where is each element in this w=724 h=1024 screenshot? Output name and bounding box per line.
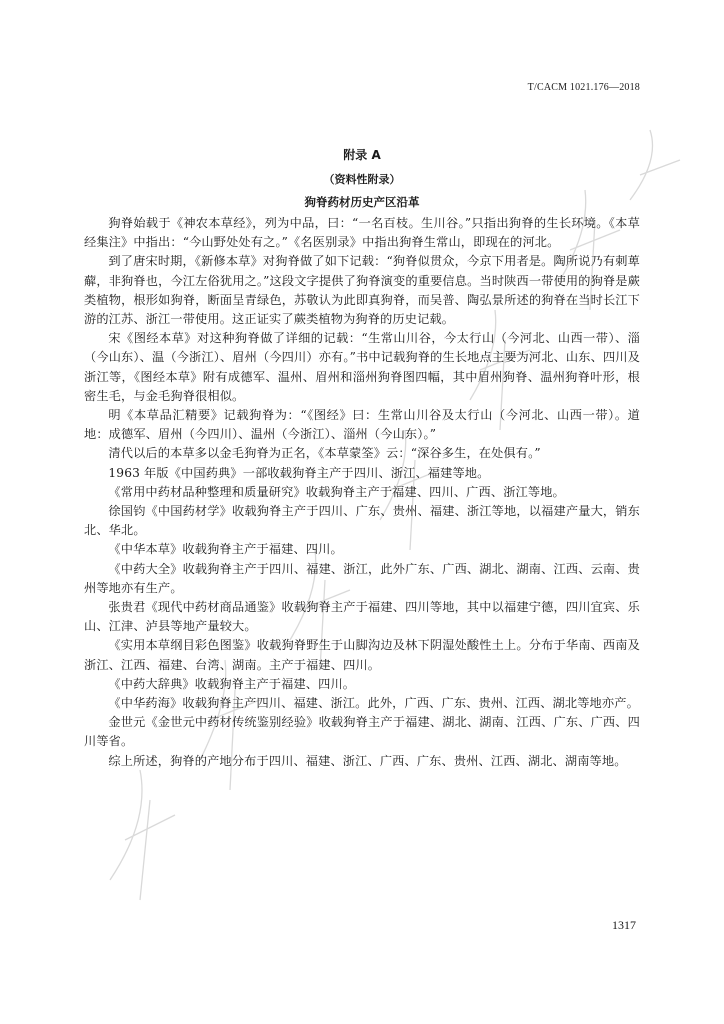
page-number: 1317 — [612, 918, 636, 932]
paragraph: 清代以后的本草多以金毛狗脊为正名，《本草蒙筌》云：“深谷多生，在处俱有。” — [108, 446, 541, 461]
paragraph: 1963 年版《中国药典》一部收载狗脊主产于四川、浙江、福建等地。 — [108, 465, 490, 480]
standard-code: T/CACM 1021.176—2018 — [527, 82, 640, 93]
appendix-subtitle: （资料性附录） — [323, 173, 401, 186]
paragraph: 到了唐宋时期，《新修本草》对狗脊做了如下记载：“狗脊似贯众，今京下用者是。陶所说乃有刺萆薢，非狗脊也，今江左俗犹用之。”这段文字提供了狗脊演变的重要信息。当时陕西一带使用的狗脊是蕨类植物，根形如狗脊，断面呈青绿色，苏敬认为此即真狗脊，而吴普、陶弘景所述的狗脊在当时长江下游的江苏、浙江一带使用。这正证实了蕨类植物为狗脊的历史记载。 — [84, 254, 640, 327]
paragraph: 《中药大全》收载狗脊主产于四川、福建、浙江，此外广东、广西、湖北、湖南、江西、云南、贵州等地亦有生产。 — [84, 561, 640, 595]
appendix-title: 附录 A — [343, 148, 381, 162]
paragraph: 综上所述，狗脊的产地分布于四川、福建、浙江、广西、广东、贵州、江西、湖北、湖南等地。 — [108, 753, 627, 768]
paragraph: 张贵君《现代中药材商品通鉴》收载狗脊主产于福建、四川等地，其中以福建宁德，四川宜宾、乐山、江津、泸县等地产量较大。 — [84, 600, 640, 634]
paragraph: 《中华本草》收载狗脊主产于福建、四川。 — [108, 542, 343, 557]
paragraph: 《中华药海》收载狗脊主产四川、福建、浙江。此外，广西、广东、贵州、江西、湖北等地亦产。 — [108, 696, 639, 711]
paragraph: 宋《图经本草》对这种狗脊做了详细的记载：“生常山川谷，今太行山（今河北、山西一带）、淄（今山东）、温（今浙江）、眉州（今四川）亦有。”书中记载狗脊的生长地点主要为河北、山东、四川及浙江等，《图经本草》附有成德军、温州、眉州和淄州狗脊图四幅，其中眉州狗脊、温州狗脊叶形，根密生毛，与金毛狗脊很相似。 — [84, 331, 640, 403]
paragraph: 徐国钧《中国药材学》收载狗脊主产于四川、广东、贵州、福建、浙江等地，以福建产量大，销东北、华北。 — [84, 504, 640, 538]
paragraph: 《常用中药材品种整理和质量研究》收载狗脊主产于福建、四川、广西、浙江等地。 — [108, 484, 565, 499]
paragraph: 金世元《金世元中药材传统鉴别经验》收载狗脊主产于福建、湖北、湖南、江西、广东、广西、四川等省。 — [84, 715, 640, 749]
paragraph: 明《本草品汇精要》记载狗脊为：“《图经》曰：生常山川谷及太行山（今河北、山西一带）。道地：成德军、眉州（今四川）、温州（今浙江）、淄州（今山东）。” — [84, 408, 640, 442]
body-text — [84, 214, 640, 771]
appendix-heading: 狗脊药材历史产区沿革 — [304, 195, 420, 209]
paragraph: 狗脊始载于《神农本草经》，列为中品，曰：“一名百枝。生川谷。”只指出狗脊的生长环境。《本草经集注》中指出：“今山野处处有之。”《名医别录》中指出狗脊生常山，即现在的河北。 — [84, 216, 640, 250]
paragraph: 《实用本草纲目彩色图鉴》收载狗脊野生于山脚沟边及林下阴湿处酸性土上。分布于华南、西南及浙江、江西、福建、台湾、湖南。主产于福建、四川。 — [84, 638, 640, 672]
paragraph: 《中药大辞典》收载狗脊主产于福建、四川。 — [108, 676, 356, 691]
